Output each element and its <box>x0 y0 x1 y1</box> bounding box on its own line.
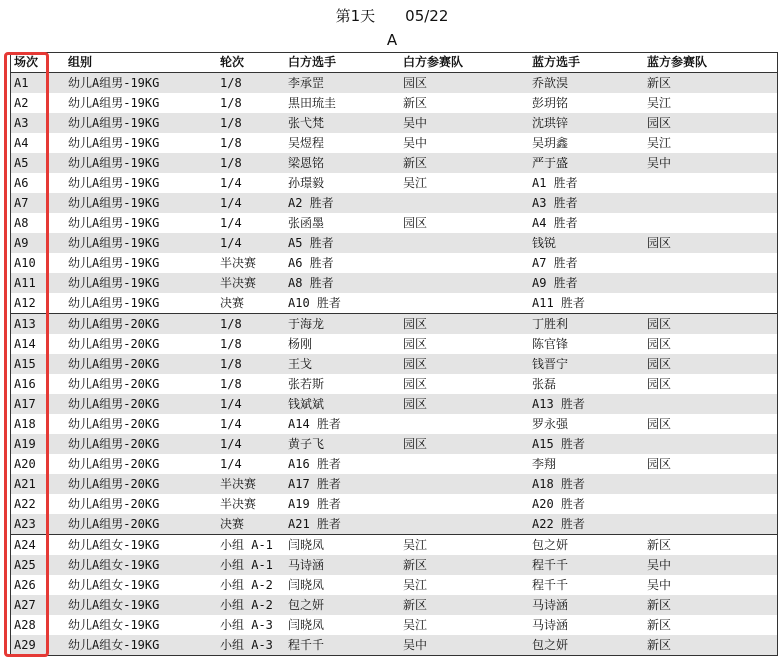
cell-white-player: A16 胜者 <box>288 457 341 471</box>
cell-round: 1/4 <box>220 216 242 230</box>
cell-white-team: 吴中 <box>403 136 428 150</box>
cell-match-id: A8 <box>14 216 29 230</box>
cell-group: 幼儿A组男-20KG <box>68 317 160 331</box>
table-row <box>11 494 777 514</box>
table-row <box>11 555 777 575</box>
cell-white-player: 梁恩铭 <box>288 156 325 170</box>
cell-group: 幼儿A组男-19KG <box>68 176 160 190</box>
cell-round: 小组 A-2 <box>220 578 273 592</box>
table-row <box>11 454 777 474</box>
cell-group: 幼儿A组男-19KG <box>68 96 160 110</box>
court-label: A <box>386 31 398 49</box>
col-header-blue-player: 蓝方选手 <box>532 55 581 69</box>
cell-blue-player: A11 胜者 <box>532 296 585 310</box>
cell-white-team: 吴江 <box>403 578 428 592</box>
table-row <box>11 293 777 313</box>
cell-match-id: A24 <box>14 538 36 552</box>
cell-match-id: A23 <box>14 517 36 531</box>
cell-blue-player: 吴玥鑫 <box>532 136 569 150</box>
cell-round: 半决赛 <box>220 497 257 511</box>
cell-blue-player: A1 胜者 <box>532 176 578 190</box>
cell-group: 幼儿A组男-20KG <box>68 497 160 511</box>
cell-match-id: A9 <box>14 236 29 250</box>
cell-group: 幼儿A组男-19KG <box>68 116 160 130</box>
cell-round: 1/8 <box>220 96 242 110</box>
table-row <box>11 233 777 253</box>
cell-blue-team: 园区 <box>647 377 672 391</box>
cell-blue-player: A7 胜者 <box>532 256 578 270</box>
cell-white-team: 吴中 <box>403 638 428 652</box>
table-row <box>11 113 777 133</box>
cell-round: 1/8 <box>220 156 242 170</box>
cell-blue-team: 吴中 <box>647 558 672 572</box>
table-row <box>11 534 777 555</box>
cell-group: 幼儿A组男-20KG <box>68 517 160 531</box>
cell-white-team: 园区 <box>403 397 428 411</box>
cell-group: 幼儿A组男-20KG <box>68 457 160 471</box>
table-row <box>11 615 777 635</box>
schedule-table <box>10 52 778 656</box>
table-row <box>11 334 777 354</box>
table-row <box>11 434 777 454</box>
table-row <box>11 73 777 93</box>
cell-group: 幼儿A组男-19KG <box>68 196 160 210</box>
cell-white-team: 园区 <box>403 357 428 371</box>
cell-white-player: 于海龙 <box>288 317 325 331</box>
cell-white-team: 园区 <box>403 216 428 230</box>
cell-group: 幼儿A组女-19KG <box>68 638 160 652</box>
cell-white-player: A14 胜者 <box>288 417 341 431</box>
cell-blue-player: 严于盛 <box>532 156 569 170</box>
cell-white-player: A5 胜者 <box>288 236 334 250</box>
cell-group: 幼儿A组男-19KG <box>68 216 160 230</box>
cell-group: 幼儿A组男-19KG <box>68 236 160 250</box>
cell-white-player: 吴煜程 <box>288 136 325 150</box>
cell-blue-team: 园区 <box>647 357 672 371</box>
cell-blue-player: 彭玥铭 <box>532 96 569 110</box>
table-header <box>11 53 777 73</box>
col-header-blue-team: 蓝方参赛队 <box>647 55 708 69</box>
cell-match-id: A18 <box>14 417 36 431</box>
cell-blue-team: 吴中 <box>647 156 672 170</box>
cell-white-player: 黄子飞 <box>288 437 325 451</box>
col-header-match: 场次 <box>14 55 39 69</box>
cell-blue-player: A18 胜者 <box>532 477 585 491</box>
cell-group: 幼儿A组男-20KG <box>68 437 160 451</box>
cell-white-player: A6 胜者 <box>288 256 334 270</box>
cell-white-team: 园区 <box>403 337 428 351</box>
cell-blue-player: 钱锐 <box>532 236 557 250</box>
table-row <box>11 635 777 655</box>
date-label: 05/22 <box>405 7 449 25</box>
cell-match-id: A20 <box>14 457 36 471</box>
cell-white-player: 张若斯 <box>288 377 325 391</box>
cell-round: 1/4 <box>220 417 242 431</box>
cell-round: 1/8 <box>220 116 242 130</box>
cell-blue-team: 新区 <box>647 618 672 632</box>
cell-white-player: 闫晓凤 <box>288 618 325 632</box>
table-row <box>11 273 777 293</box>
cell-round: 半决赛 <box>220 477 257 491</box>
table-row <box>11 414 777 434</box>
cell-group: 幼儿A组男-20KG <box>68 417 160 431</box>
cell-blue-team: 园区 <box>647 236 672 250</box>
cell-group: 幼儿A组男-19KG <box>68 296 160 310</box>
cell-white-team: 园区 <box>403 437 428 451</box>
cell-white-player: 闫晓凤 <box>288 538 325 552</box>
cell-blue-team: 园区 <box>647 417 672 431</box>
cell-match-id: A10 <box>14 256 36 270</box>
col-header-round: 轮次 <box>220 55 245 69</box>
cell-round: 小组 A-1 <box>220 558 273 572</box>
cell-blue-player: 李翔 <box>532 457 557 471</box>
cell-blue-player: 程千千 <box>532 578 569 592</box>
cell-white-player: 王戈 <box>288 357 313 371</box>
cell-round: 小组 A-1 <box>220 538 273 552</box>
cell-group: 幼儿A组女-19KG <box>68 598 160 612</box>
cell-match-id: A14 <box>14 337 36 351</box>
cell-group: 幼儿A组男-19KG <box>68 76 160 90</box>
cell-white-player: 闫晓凤 <box>288 578 325 592</box>
cell-round: 1/4 <box>220 437 242 451</box>
cell-match-id: A16 <box>14 377 36 391</box>
cell-blue-player: 沈珙锌 <box>532 116 569 130</box>
cell-group: 幼儿A组男-20KG <box>68 377 160 391</box>
cell-match-id: A19 <box>14 437 36 451</box>
cell-round: 小组 A-2 <box>220 598 273 612</box>
table-row <box>11 394 777 414</box>
cell-group: 幼儿A组男-20KG <box>68 477 160 491</box>
table-row <box>11 133 777 153</box>
cell-match-id: A5 <box>14 156 29 170</box>
cell-round: 小组 A-3 <box>220 618 273 632</box>
cell-round: 1/8 <box>220 76 242 90</box>
cell-round: 1/8 <box>220 357 242 371</box>
cell-match-id: A1 <box>14 76 29 90</box>
table-row <box>11 354 777 374</box>
cell-white-player: A2 胜者 <box>288 196 334 210</box>
cell-group: 幼儿A组女-19KG <box>68 538 160 552</box>
cell-blue-player: 程千千 <box>532 558 569 572</box>
cell-match-id: A4 <box>14 136 29 150</box>
cell-group: 幼儿A组女-19KG <box>68 558 160 572</box>
cell-round: 决赛 <box>220 517 245 531</box>
cell-white-team: 吴江 <box>403 618 428 632</box>
cell-blue-player: 包之妍 <box>532 638 569 652</box>
cell-blue-team: 园区 <box>647 317 672 331</box>
cell-blue-player: 罗永强 <box>532 417 569 431</box>
cell-white-team: 吴江 <box>403 538 428 552</box>
day-label: 第1天 <box>335 7 376 25</box>
cell-blue-team: 园区 <box>647 337 672 351</box>
cell-blue-player: A9 胜者 <box>532 276 578 290</box>
cell-blue-player: 乔歆淏 <box>532 76 569 90</box>
cell-white-player: 钱斌斌 <box>288 397 325 411</box>
cell-blue-player: 马诗涵 <box>532 598 569 612</box>
cell-blue-player: A3 胜者 <box>532 196 578 210</box>
cell-group: 幼儿A组男-19KG <box>68 256 160 270</box>
cell-match-id: A27 <box>14 598 36 612</box>
cell-match-id: A28 <box>14 618 36 632</box>
table-row <box>11 575 777 595</box>
cell-white-player: 杨刚 <box>288 337 313 351</box>
cell-white-player: A17 胜者 <box>288 477 341 491</box>
table-row <box>11 374 777 394</box>
cell-blue-team: 新区 <box>647 538 672 552</box>
cell-match-id: A13 <box>14 317 36 331</box>
cell-match-id: A15 <box>14 357 36 371</box>
cell-group: 幼儿A组男-19KG <box>68 276 160 290</box>
cell-blue-player: A4 胜者 <box>532 216 578 230</box>
cell-white-player: A19 胜者 <box>288 497 341 511</box>
cell-round: 1/8 <box>220 377 242 391</box>
cell-round: 半决赛 <box>220 276 257 290</box>
table-row <box>11 253 777 273</box>
cell-round: 1/8 <box>220 337 242 351</box>
cell-group: 幼儿A组女-19KG <box>68 578 160 592</box>
cell-round: 半决赛 <box>220 256 257 270</box>
cell-white-player: 孙璟毅 <box>288 176 325 190</box>
cell-match-id: A22 <box>14 497 36 511</box>
table-row <box>11 173 777 193</box>
cell-round: 1/8 <box>220 317 242 331</box>
cell-blue-team: 园区 <box>647 116 672 130</box>
cell-group: 幼儿A组女-19KG <box>68 618 160 632</box>
cell-white-team: 吴江 <box>403 176 428 190</box>
cell-blue-player: A15 胜者 <box>532 437 585 451</box>
table-row <box>11 514 777 534</box>
cell-white-player: 包之妍 <box>288 598 325 612</box>
cell-blue-team: 吴江 <box>647 136 672 150</box>
cell-match-id: A6 <box>14 176 29 190</box>
table-row <box>11 595 777 615</box>
table-row <box>11 153 777 173</box>
table-row <box>11 313 777 334</box>
cell-blue-player: 丁胜利 <box>532 317 569 331</box>
cell-round: 决赛 <box>220 296 245 310</box>
table-row <box>11 93 777 113</box>
cell-round: 小组 A-3 <box>220 638 273 652</box>
cell-match-id: A7 <box>14 196 29 210</box>
col-header-white-player: 白方选手 <box>288 55 337 69</box>
cell-blue-player: 包之妍 <box>532 538 569 552</box>
cell-blue-team: 新区 <box>647 76 672 90</box>
cell-white-player: A10 胜者 <box>288 296 341 310</box>
col-header-white-team: 白方参赛队 <box>403 55 464 69</box>
cell-group: 幼儿A组男-20KG <box>68 337 160 351</box>
cell-match-id: A29 <box>14 638 36 652</box>
cell-blue-player: 陈官锋 <box>532 337 569 351</box>
cell-match-id: A21 <box>14 477 36 491</box>
cell-group: 幼儿A组男-19KG <box>68 156 160 170</box>
cell-match-id: A26 <box>14 578 36 592</box>
cell-blue-player: A22 胜者 <box>532 517 585 531</box>
cell-blue-team: 园区 <box>647 457 672 471</box>
cell-group: 幼儿A组男-20KG <box>68 357 160 371</box>
cell-blue-team: 新区 <box>647 598 672 612</box>
cell-match-id: A3 <box>14 116 29 130</box>
cell-round: 1/4 <box>220 196 242 210</box>
cell-match-id: A2 <box>14 96 29 110</box>
cell-white-team: 吴中 <box>403 116 428 130</box>
cell-match-id: A11 <box>14 276 36 290</box>
cell-white-team: 新区 <box>403 156 428 170</box>
cell-round: 1/4 <box>220 457 242 471</box>
cell-round: 1/4 <box>220 236 242 250</box>
cell-round: 1/4 <box>220 176 242 190</box>
cell-white-player: 马诗涵 <box>288 558 325 572</box>
cell-blue-player: A13 胜者 <box>532 397 585 411</box>
cell-blue-player: 钱晋宁 <box>532 357 569 371</box>
cell-white-player: 张函墨 <box>288 216 325 230</box>
cell-blue-team: 吴中 <box>647 578 672 592</box>
cell-white-player: A21 胜者 <box>288 517 341 531</box>
page-title <box>0 5 784 26</box>
table-row <box>11 474 777 494</box>
cell-white-player: 李承罡 <box>288 76 325 90</box>
cell-blue-player: 马诗涵 <box>532 618 569 632</box>
cell-match-id: A12 <box>14 296 36 310</box>
cell-blue-player: A20 胜者 <box>532 497 585 511</box>
cell-white-team: 新区 <box>403 558 428 572</box>
cell-white-team: 园区 <box>403 317 428 331</box>
cell-group: 幼儿A组男-19KG <box>68 136 160 150</box>
cell-white-player: 程千千 <box>288 638 325 652</box>
cell-white-player: 张弋梵 <box>288 116 325 130</box>
cell-group: 幼儿A组男-20KG <box>68 397 160 411</box>
cell-white-team: 新区 <box>403 96 428 110</box>
table-row <box>11 193 777 213</box>
col-header-group: 组别 <box>68 55 93 69</box>
table-body <box>11 73 777 655</box>
table-row <box>11 213 777 233</box>
cell-white-team: 园区 <box>403 76 428 90</box>
cell-white-team: 园区 <box>403 377 428 391</box>
cell-white-team: 新区 <box>403 598 428 612</box>
cell-match-id: A25 <box>14 558 36 572</box>
cell-white-player: 黒田琉圭 <box>288 96 337 110</box>
cell-round: 1/4 <box>220 397 242 411</box>
cell-blue-team: 吴江 <box>647 96 672 110</box>
cell-blue-team: 新区 <box>647 638 672 652</box>
cell-blue-player: 张磊 <box>532 377 557 391</box>
cell-match-id: A17 <box>14 397 36 411</box>
cell-white-player: A8 胜者 <box>288 276 334 290</box>
cell-round: 1/8 <box>220 136 242 150</box>
